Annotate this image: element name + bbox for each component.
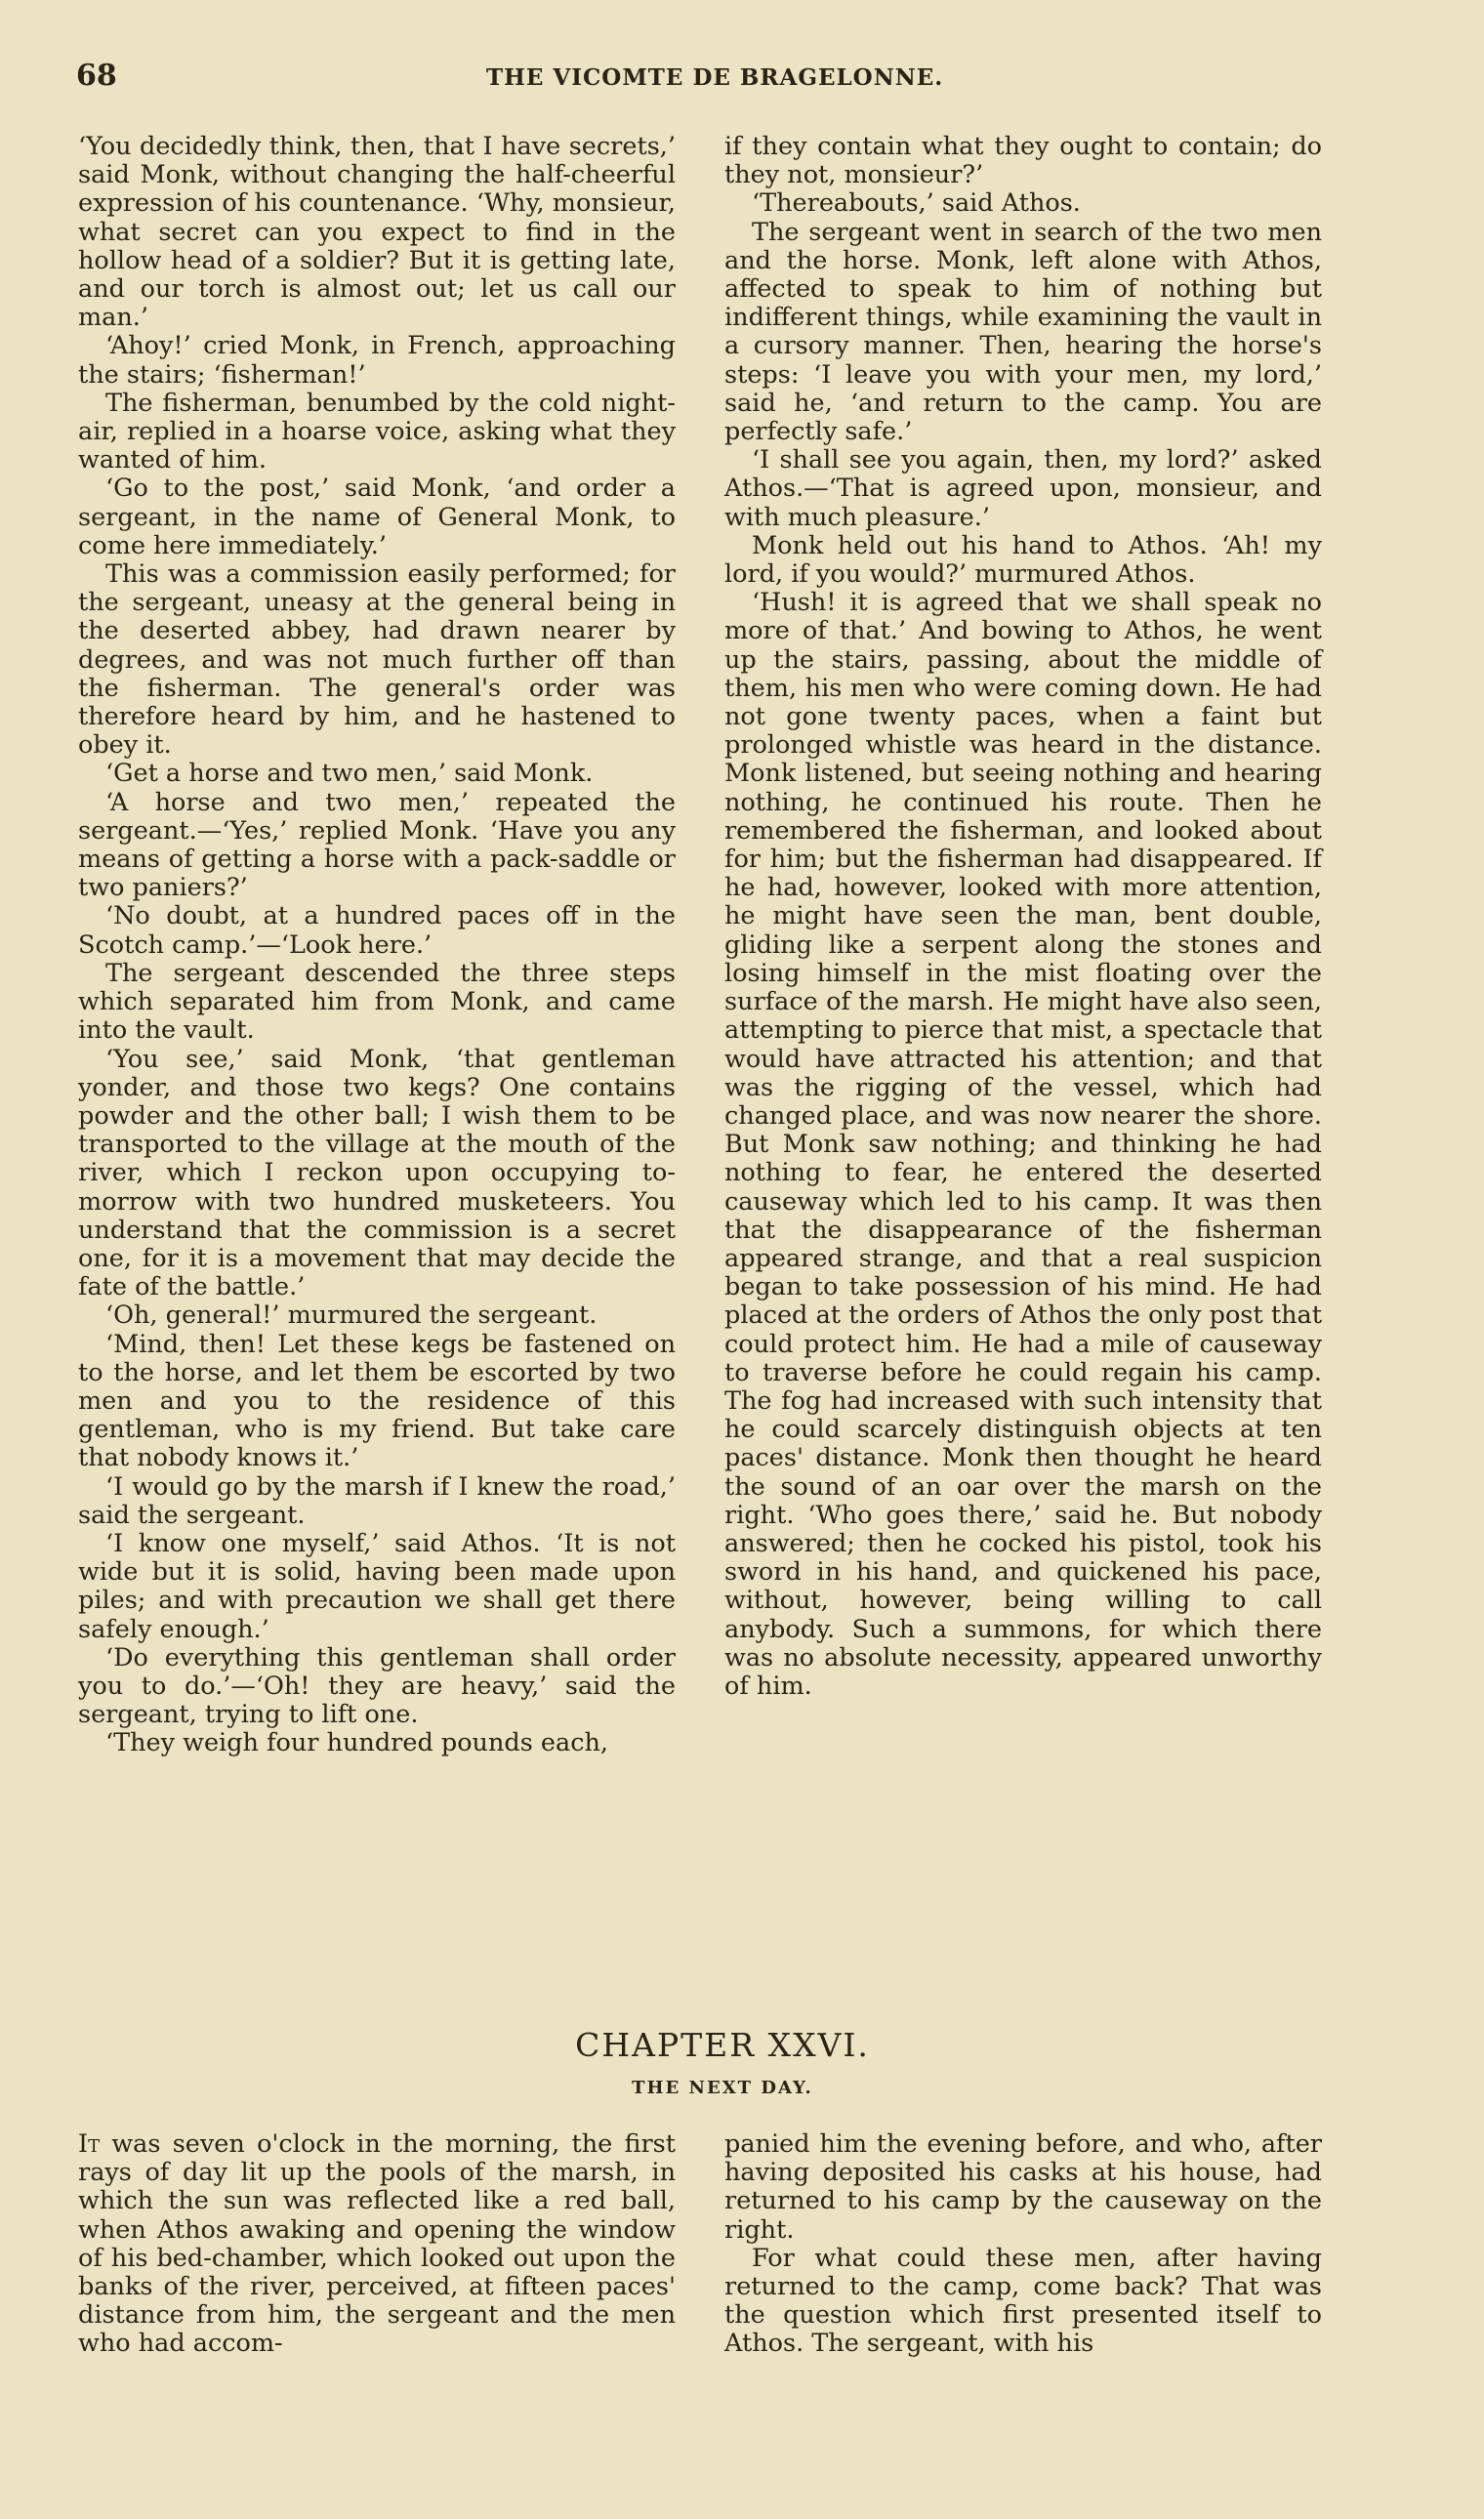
paragraph: ‘Thereabouts,’ said Athos. (752, 188, 1081, 219)
paragraph: ‘Mind, then! Let these kegs be fastened on to the horse, and let them be escorted by two men and you to the residence of this gentleman, who is my friend. But take care that nobody knows it.’ (78, 1329, 676, 1473)
chapter-heading (78, 2026, 1367, 2098)
paragraph: ‘You decidedly think, then, that I have secrets,’ said Monk, without changing the half-cheerful expression of his countenance. ‘Why, monsieur, what secret can you expect to find in the hollow head of a soldier? But it is getting late, and our torch is almost out; let us call our man.’ (78, 132, 676, 333)
paragraph: ‘Oh, general!’ murmured the sergeant. (105, 1301, 598, 1331)
left-column (78, 133, 676, 1758)
paragraph: ‘You see,’ said Monk, ‘that gentleman yonder, and those two kegs? One contains powder and the other ball; I wish them to be transported to the village at the mouth of the river, which I reckon upon occupying to-morrow with two hundred musketeers. You understand that the commission is a secret one, for it is a movement that may decide the fate of the battle.’ (78, 1044, 676, 1302)
paragraph: ‘I would go by the marsh if I knew the road,’ said the sergeant. (78, 1471, 676, 1530)
right-column (724, 133, 1322, 1701)
chapter-left-column (78, 2130, 676, 2359)
opening-text: was seven o'clock in the morning, the first rays of day lit up the pools of the marsh, in which the sun was reflected like a red ball, when Athos awaking and opening the window of his bed-chamber, which looked out upon the banks of the river, perceived, at fifteen paces' distance from him, the sergeant and the men who had accom- (78, 2129, 676, 2359)
paragraph: ‘A horse and two men,’ repeated the sergeant.—‘Yes,’ replied Monk. ‘Have you any means of getting a horse with a pack-saddle or two paniers?’ (78, 787, 676, 903)
paragraph: ‘No doubt, at a hundred paces off in the Scotch camp.’—‘Look here.’ (78, 901, 676, 960)
paragraph: This was a commission easily performed; for the sergeant, uneasy at the general being in the deserted abbey, had drawn nearer by degrees, and was not much further off than the fisherman. The general's order was therefore heard by him, and he hastened to obey it. (78, 559, 676, 761)
opening-word: It (78, 2129, 101, 2159)
paragraph: ‘Hush! it is agreed that we shall speak no more of that.’ And bowing to Athos, he went up the stairs, passing, about the middle of them, his men who were coming down. He had not gone twenty paces, when a faint but prolonged whistle was heard in the distance. Monk listened, but seeing nothing and hearing nothing, he continued his route. Then he remembered the fisherman, and looked about for him; but the fisherman had disappeared. If he had, however, looked with more attention, he might have seen the man, bent double, gliding like a serpent along the stones and losing himself in the mist floating over the surface of the marsh. He might have also seen, attempting to pierce that mist, a spectacle that would have attracted his attention; and that was the rigging of the vessel, which had changed place, and was now nearer the shore. But Monk saw nothing; and thinking he had nothing to fear, he entered the deserted causeway which led to his camp. It was then that the disappearance of the fisherman appeared strange, and that a real suspicion began to take possession of his mind. He had placed at the orders of Athos the only post that could protect him. He had a mile of causeway to traverse before he could regain his camp. The fog had increased with such intensity that he could scarcely distinguish objects at ten paces' distance. Monk then thought he heard the sound of an oar over the marsh on the right. ‘Who goes there,’ said he. But nobody answered; then he cocked his pistol, took his sword in his hand, and quickened his pace, without, however, being willing to call anybody. Such a summons, for which there was no absolute necessity, appeared unworthy of him. (724, 588, 1322, 1701)
paragraph: ‘I shall see you again, then, my lord?’ asked Athos.—‘That is agreed upon, monsieur, and with much pleasure.’ (724, 445, 1322, 532)
chapter-title: CHAPTER XXVI. (575, 2026, 870, 2064)
paragraph: ‘Do everything this gentleman shall order you to do.’—‘Oh! they are heavy,’ said the sergeant, trying to lift one. (78, 1642, 676, 1730)
page-header (76, 59, 1375, 107)
page-number: 68 (76, 59, 117, 93)
paragraph: The sergeant went in search of the two men and the horse. Monk, left alone with Athos, affected to speak to him of nothing but indifferent things, while examining the vault in a cursory manner. Then, hearing the horse's steps: ‘I leave you with your men, my lord,’ said he, ‘and return to the camp. You are perfectly safe.’ (724, 217, 1322, 447)
running-title: THE VICOMTE DE BRAGELONNE. (486, 64, 944, 91)
paragraph: The sergeant descended the three steps which separated him from Monk, and came into the vault. (78, 958, 676, 1046)
paragraph: Monk held out his hand to Athos. ‘Ah! my lord, if you would?’ murmured Athos. (724, 530, 1322, 590)
paragraph: ‘They weigh four hundred pounds each, (105, 1728, 609, 1758)
chapter-right-column (724, 2130, 1322, 2359)
paragraph: For what could these men, after having returned to the camp, come back? That was the question which first presented itself to Athos. The sergeant, with his (724, 2243, 1322, 2359)
paragraph: ‘Go to the post,’ said Monk, ‘and order a sergeant, in the name of General Monk, to come here immediately.’ (78, 474, 676, 560)
chapter-subtitle: THE NEXT DAY. (632, 2078, 813, 2098)
paragraph: ‘I know one myself,’ said Athos. ‘It is not wide but it is solid, having been made upon piles; and with precaution we shall get there safely enough.’ (78, 1528, 676, 1644)
paragraph: if they contain what they ought to contain; do they not, monsieur?’ (724, 132, 1322, 190)
chapter-opening-paragraph (78, 2130, 676, 2359)
paragraph: ‘Ahoy!’ cried Monk, in French, approaching the stairs; ‘fisherman!’ (78, 331, 676, 390)
paragraph: ‘Get a horse and two men,’ said Monk. (105, 759, 594, 789)
paragraph: panied him the evening before, and who, after having deposited his casks at his house, had returned to his camp by the causeway on the right. (724, 2129, 1322, 2245)
paragraph: The fisherman, benumbed by the cold night-air, replied in a hoarse voice, asking what they wanted of him. (78, 388, 676, 475)
